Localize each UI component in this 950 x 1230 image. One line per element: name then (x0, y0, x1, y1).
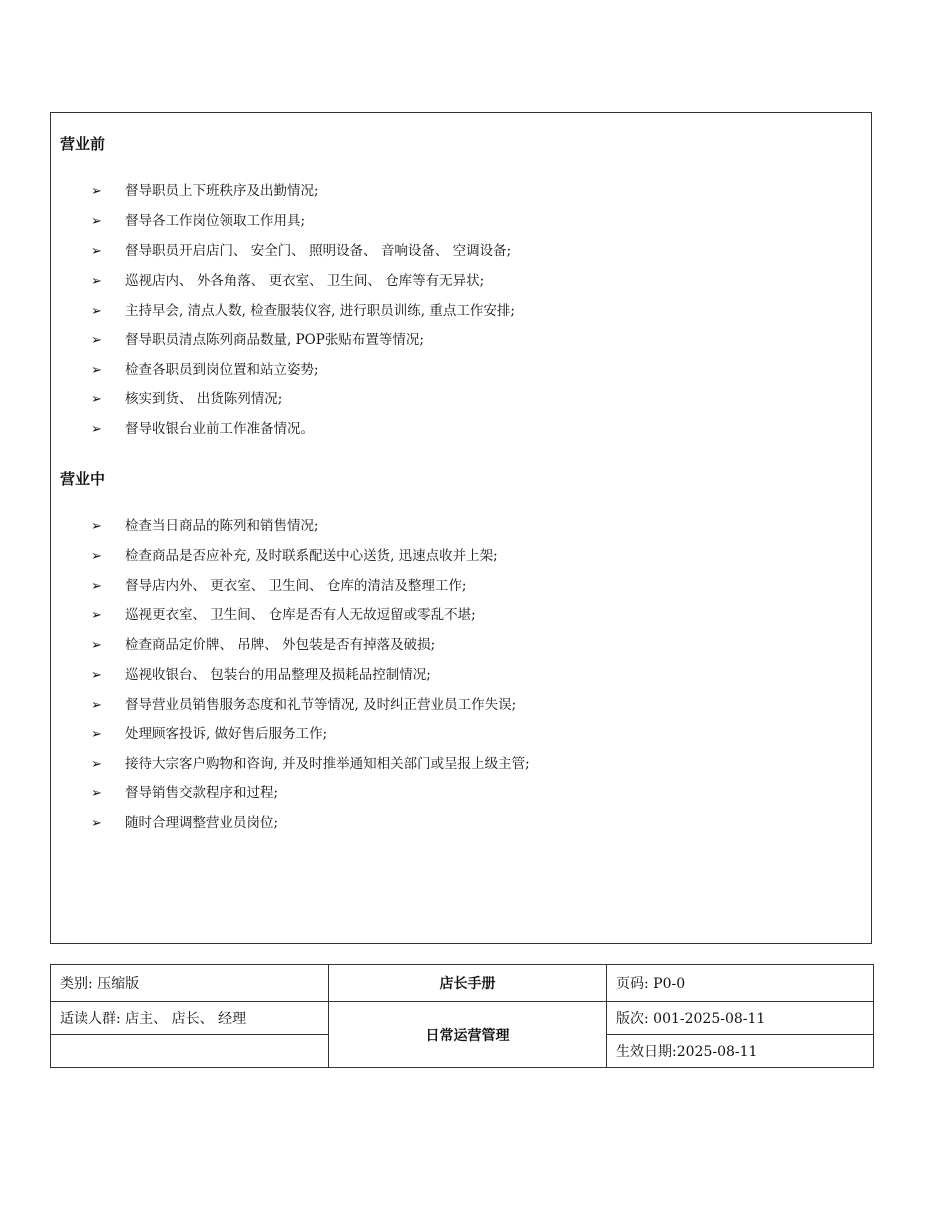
list-item: ➢ 核实到货、 出货陈列情况; (91, 389, 282, 409)
arrow-bullet-icon: ➢ (91, 184, 102, 199)
list-item: ➢ 督导收银台业前工作准备情况。 (91, 419, 314, 439)
effective-date-cell: 生效日期:2025-08-11 (607, 1035, 874, 1068)
list-item: ➢ 督导各工作岗位领取工作用具; (91, 211, 305, 231)
section-heading-during-business: 营业中 (60, 470, 106, 488)
arrow-bullet-icon: ➢ (91, 668, 102, 683)
audience-cell: 适读人群: 店主、 店长、 经理 (51, 1002, 329, 1035)
arrow-bullet-icon: ➢ (91, 727, 102, 742)
arrow-bullet-icon: ➢ (91, 274, 102, 289)
duty-content-box (50, 112, 872, 944)
list-item: ➢ 随时合理调整营业员岗位; (91, 813, 278, 833)
category-cell: 类别: 压缩版 (51, 965, 329, 1002)
list-item: ➢ 督导职员上下班秩序及出勤情况; (91, 181, 319, 201)
version-cell: 版次: 001-2025-08-11 (607, 1002, 874, 1035)
list-item: ➢ 检查商品定价牌、 吊牌、 外包装是否有掉落及破损; (91, 635, 435, 655)
list-item: ➢ 巡视更衣室、 卫生间、 仓库是否有人无故逗留或零乱不堪; (91, 605, 476, 625)
arrow-bullet-icon: ➢ (91, 608, 102, 623)
list-item: ➢ 主持早会, 清点人数, 检查服装仪容, 进行职员训练, 重点工作安排; (91, 301, 515, 321)
arrow-bullet-icon: ➢ (91, 304, 102, 319)
list-item: ➢ 巡视收银台、 包装台的用品整理及损耗品控制情况; (91, 665, 431, 685)
list-item: ➢ 督导店内外、 更衣室、 卫生间、 仓库的清洁及整理工作; (91, 576, 466, 596)
list-item: ➢ 检查商品是否应补充, 及时联系配送中心送货, 迅速点收并上架; (91, 546, 498, 566)
arrow-bullet-icon: ➢ (91, 579, 102, 594)
section-heading-before-opening: 营业前 (60, 135, 106, 153)
subject-cell: 日常运营管理 (329, 1002, 607, 1068)
empty-cell (51, 1035, 329, 1068)
arrow-bullet-icon: ➢ (91, 392, 102, 407)
arrow-bullet-icon: ➢ (91, 422, 102, 437)
list-item: ➢ 督导职员开启店门、 安全门、 照明设备、 音响设备、 空调设备; (91, 241, 511, 261)
arrow-bullet-icon: ➢ (91, 363, 102, 378)
arrow-bullet-icon: ➢ (91, 333, 102, 348)
arrow-bullet-icon: ➢ (91, 244, 102, 259)
manual-title: 店长手册 (329, 965, 607, 1002)
document-footer-table (50, 964, 874, 1068)
list-item: ➢ 处理顾客投诉, 做好售后服务工作; (91, 724, 327, 744)
arrow-bullet-icon: ➢ (91, 214, 102, 229)
arrow-bullet-icon: ➢ (91, 519, 102, 534)
page-code-cell: 页码: P0-0 (607, 965, 874, 1002)
list-item: ➢ 巡视店内、 外各角落、 更衣室、 卫生间、 仓库等有无异状; (91, 271, 484, 291)
arrow-bullet-icon: ➢ (91, 638, 102, 653)
list-item: ➢ 检查当日商品的陈列和销售情况; (91, 516, 319, 536)
arrow-bullet-icon: ➢ (91, 816, 102, 831)
list-item: ➢ 督导营业员销售服务态度和礼节等情况, 及时纠正营业员工作失误; (91, 695, 516, 715)
list-item: ➢ 督导职员清点陈列商品数量, POP张贴布置等情况; (91, 330, 424, 350)
arrow-bullet-icon: ➢ (91, 549, 102, 564)
arrow-bullet-icon: ➢ (91, 757, 102, 772)
arrow-bullet-icon: ➢ (91, 698, 102, 713)
list-item: ➢ 接待大宗客户购物和咨询, 并及时推举通知相关部门或呈报上级主管; (91, 754, 530, 774)
list-item: ➢ 检查各职员到岗位置和站立姿势; (91, 360, 319, 380)
list-item: ➢ 督导销售交款程序和过程; (91, 783, 278, 803)
arrow-bullet-icon: ➢ (91, 786, 102, 801)
